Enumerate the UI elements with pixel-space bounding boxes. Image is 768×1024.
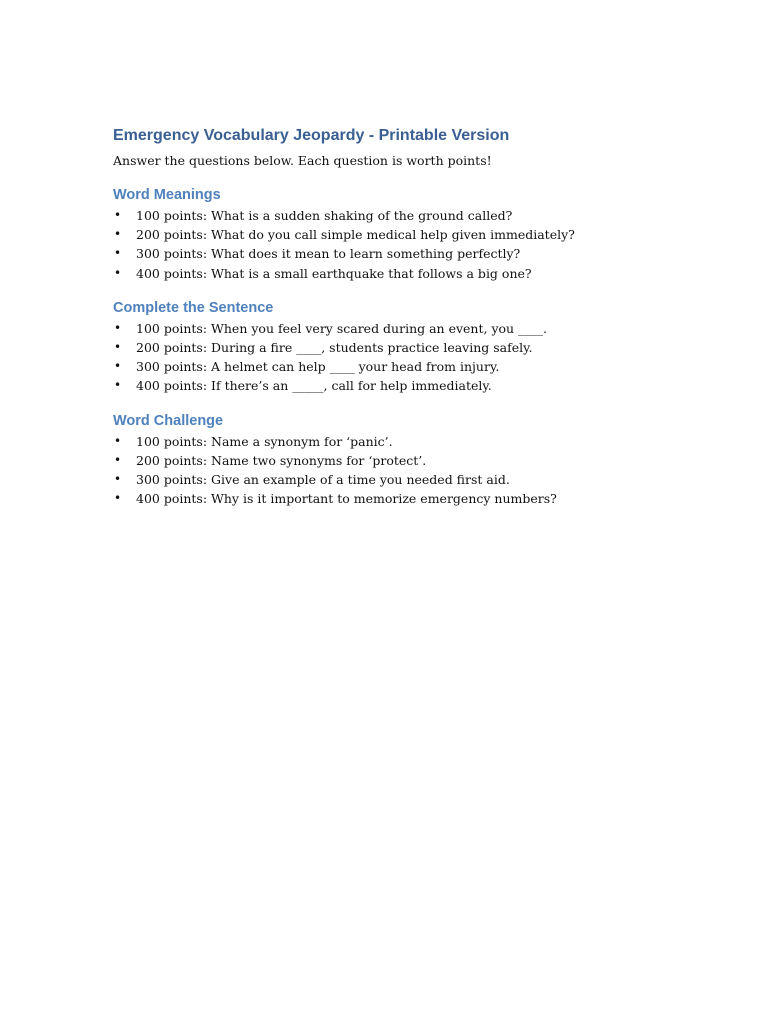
list-item [113, 470, 713, 489]
bullet-icon: • [114, 359, 122, 374]
list-item [113, 206, 713, 225]
bullet-icon: • [114, 208, 122, 222]
bullet-icon: • [114, 320, 122, 335]
question-text: 400 points: Why is it important to memorize emergency numbers? [136, 491, 557, 507]
question-list [113, 432, 713, 509]
bullet-icon: • [114, 265, 122, 280]
question-text: 400 points: If there’s an _____, call for help immediately. [136, 378, 492, 394]
question-text: 100 points: When you feel very scared during an event, you ____. [136, 320, 548, 336]
question-text: 100 points: What is a sudden shaking of the ground called? [136, 208, 513, 223]
question-text: 300 points: A helmet can help ____ your head from injury. [136, 359, 500, 375]
bullet-icon: • [114, 378, 122, 393]
section-heading: Word Meanings [113, 187, 221, 203]
list-item [113, 451, 713, 470]
document-title: Emergency Vocabulary Jeopardy - Printable Version [113, 127, 510, 144]
question-text: 300 points: What does it mean to learn something perfectly? [136, 246, 521, 262]
list-item [113, 432, 713, 451]
bullet-icon: • [114, 340, 122, 355]
bullet-icon: • [114, 491, 122, 506]
question-text: 200 points: During a fire ____, students practice leaving safely. [136, 340, 533, 356]
section-complete-the-sentence [113, 298, 713, 396]
section-heading: Word Challenge [113, 412, 224, 429]
bullet-icon: • [114, 472, 122, 487]
intro-text: Answer the questions below. Each question is worth points! [113, 153, 492, 168]
section-word-meanings [113, 185, 713, 283]
question-list [113, 319, 713, 396]
list-item [113, 264, 713, 283]
question-text: 200 points: Name two synonyms for ‘protect’. [136, 452, 427, 468]
section-word-challenge [113, 411, 713, 509]
bullet-icon: • [114, 246, 122, 261]
bullet-icon: • [114, 433, 122, 448]
list-item [113, 319, 713, 338]
bullet-icon: • [114, 452, 122, 467]
question-list [113, 206, 713, 283]
document-page [113, 124, 713, 508]
question-text: 400 points: What is a small earthquake that follows a big one? [136, 265, 532, 281]
question-text: 100 points: Name a synonym for ‘panic’. [136, 433, 393, 449]
list-item [113, 244, 713, 263]
list-item [113, 338, 713, 357]
list-item [113, 225, 713, 244]
question-text: 300 points: Give an example of a time you needed first aid. [136, 472, 510, 488]
list-item [113, 357, 713, 376]
list-item [113, 376, 713, 395]
bullet-icon: • [114, 227, 122, 242]
question-text: 200 points: What do you call simple medical help given immediately? [136, 227, 575, 243]
list-item [113, 489, 713, 508]
section-heading: Complete the Sentence [113, 299, 274, 316]
